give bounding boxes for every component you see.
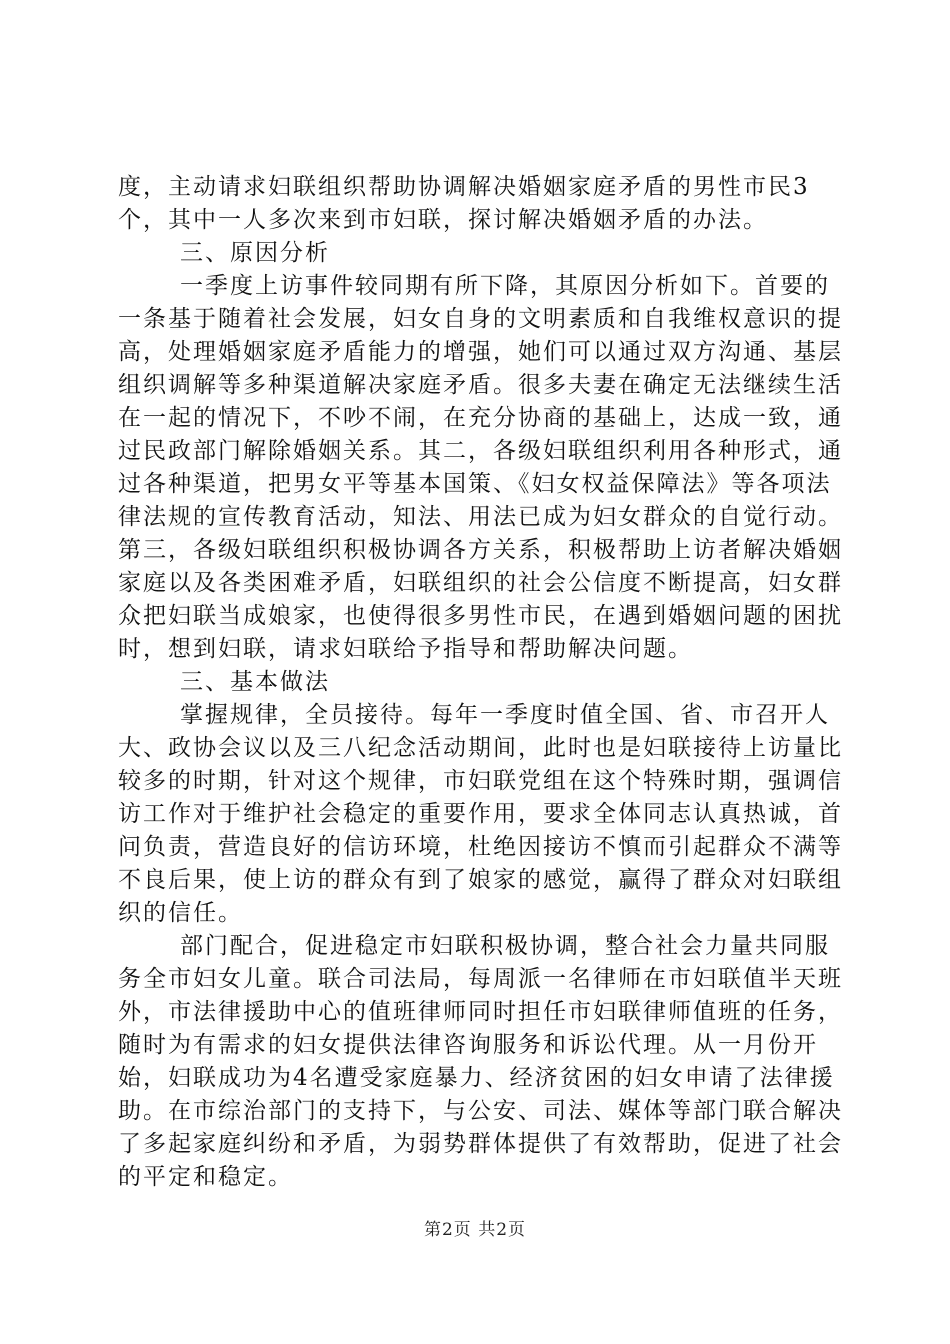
- document-body: [118, 171, 848, 1194]
- section-heading-cause-analysis: 三、原因分析: [180, 240, 330, 266]
- paragraph-cooperation: 部门配合，促进稳定市妇联积极协调，整合社会力量共同服务全市妇女儿童。联合司法局，每周派一名律师在市妇联值半天班外，市法律援助中心的值班律师同时担任市妇联律师值班的任务，随时为有需求的妇女提供法律咨询服务和诉讼代理。从一月份开始，妇联成功为4名遭受家庭暴力、经济贫困的妇女申请了法律援助。在市综治部门的支持下，与公安、司法、媒体等部门联合解决了多起家庭纠纷和矛盾，为弱势群体提供了有效帮助，促进了社会的平定和稳定。: [118, 933, 843, 1190]
- section-heading-basic-approach: 三、基本做法: [180, 669, 330, 695]
- paragraph-cause-analysis: 一季度上访事件较同期有所下降，其原因分析如下。首要的一条基于随着社会发展，妇女自身的文明素质和自我维权意识的提高，处理婚姻家庭矛盾能力的增强，她们可以通过双方沟通、基层组织调解等多种渠道解决家庭矛盾。很多夫妻在确定无法继续生活在一起的情况下，不吵不闹，在充分协商的基础上，达成一致，通过民政部门解除婚姻关系。其二，各级妇联组织利用各种形式，通过各种渠道，把男女平等基本国策、《妇女权益保障法》等各项法律法规的宣传教育活动，知法、用法已成为妇女群众的自觉行动。第三，各级妇联组织积极协调各方关系，积极帮助上访者解决婚姻家庭以及各类困难矛盾，妇联组织的社会公信度不断提高，妇女群众把妇联当成娘家，也使得很多男性市民，在遇到婚姻问题的困扰时，想到妇联，请求妇联给予指导和帮助解决问题。: [118, 273, 843, 662]
- paragraph-reception: 掌握规律，全员接待。每年一季度时值全国、省、市召开人大、政协会议以及三八纪念活动期间，此时也是妇联接待上访量比较多的时期，针对这个规律，市妇联党组在这个特殊时期，强调信访工作对于维护社会稳定的重要作用，要求全体同志认真热诚，首问负责，营造良好的信访环境，杜绝因接访不慎而引起群众不满等不良后果，使上访的群众有到了娘家的感觉，赢得了群众对妇联组织的信任。: [118, 702, 843, 926]
- paragraph-continuation: 度，主动请求妇联组织帮助协调解决婚姻家庭矛盾的男性市民3个，其中一人多次来到市妇联，探讨解决婚姻矛盾的办法。: [118, 174, 810, 233]
- page-footer: 第2页 共2页: [423, 1220, 527, 1240]
